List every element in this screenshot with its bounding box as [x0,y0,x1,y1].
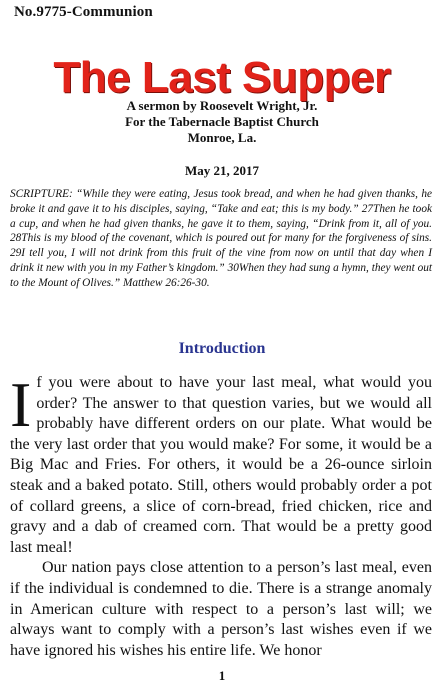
author-line: A sermon by Roosevelt Wright, Jr. [126,98,318,113]
paragraph-1-text: f you were about to have your last meal, what would you order? The answer to that question varies, but we would all probably have different orders on our plate. What would be the very last order that you would make? For some, it would be a Big Mac and Fries. For others, it would be a 26-ounce sirloin steak and a baked potato. Still, others would probably order a pot of collard greens, a slice of corn-bread, fried chicken, rice and gravy and a dab of creamed corn. That would be a pretty good last meal! [10,374,432,556]
church-line: For the Tabernacle Baptist Church [125,114,319,129]
sermon-date: May 21, 2017 [184,163,260,178]
sermon-title: The Last Supper [53,53,391,102]
location-line: Monroe, La. [187,130,257,145]
byline [0,98,444,146]
section-heading: Introduction [178,340,266,357]
paragraph-2: Our nation pays close attention to a person’s last meal, even if the individual is condemned to die. There is a strange anomaly in American culture with respect to a person’s last will; we always want to comply with a person’s last wishes even if we have ignored his wishes his entire life. We honor [10,559,432,659]
paragraph-1 [10,369,432,558]
sermon-body [10,369,432,661]
drop-cap: I [10,369,32,440]
page-number: 1 [218,668,226,683]
scripture-passage: SCRIPTURE: “While they were eating, Jesus took bread, and when he had given thanks, he broke it and gave it to his disciples, saying, “Take and eat; this is my body.” 27Then he took a cup, and when he had given thanks, he gave it to them, saying, “Drink from it, all of you. 28This is my blood of the covenant, which is poured out for many for the forgiveness of sins. 29I tell you, I will not drink from this fruit of the vine from now on until that day when I drink it new with you in my Father’s kingdom.” 30When they had sung a hymn, they went out to the Mount of Olives.” Matthew 26:26-30. [10,188,432,289]
document-number: No.9775-Communion [14,4,153,20]
